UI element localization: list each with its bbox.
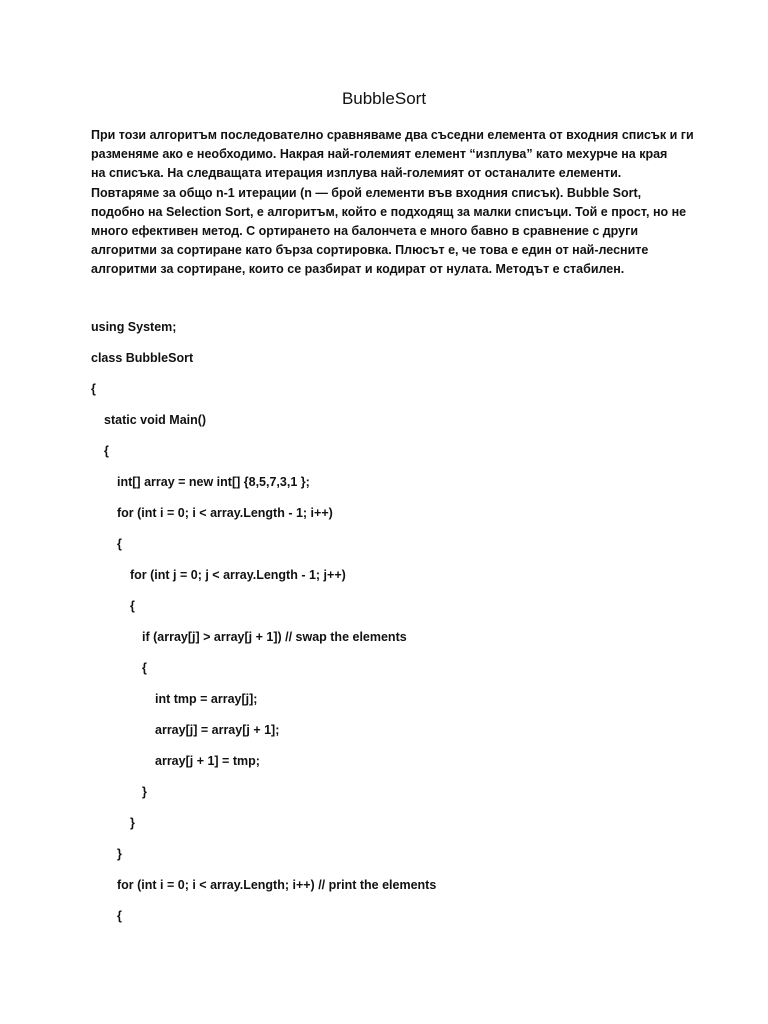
intro-line: подобно на Selection Sort, е алгоритъм, който е подходящ за малки списъци. Той е прост, но не xyxy=(91,204,687,219)
code-line: array[j + 1] = tmp; xyxy=(155,754,260,768)
code-line: { xyxy=(130,599,135,613)
intro-line: Повтаряме за общо n-1 итерации (n — брой елементи във входния списък). Bubble Sort, xyxy=(91,185,642,200)
code-line: array[j] = array[j + 1]; xyxy=(155,723,280,737)
code-line: } xyxy=(117,847,122,861)
intro-line: алгоритми за сортиране, които се разбират и кодират от нулата. Методът е стабилен. xyxy=(91,262,625,277)
code-line: if (array[j] > array[j + 1]) // swap the elements xyxy=(142,630,407,644)
intro-line: разменяме ако е необходимо. Накрая най-големият елемент “изплува” като мехурче на края xyxy=(91,147,668,162)
code-line: class BubbleSort xyxy=(91,351,194,365)
code-line: for (int j = 0; j < array.Length - 1; j++) xyxy=(130,568,346,582)
intro-line: При този алгоритъм последователно сравняваме два съседни елемента от входния списък и ги xyxy=(91,128,694,142)
code-line: { xyxy=(104,444,109,458)
code-line: { xyxy=(91,382,96,396)
code-line: } xyxy=(142,785,147,799)
code-line: } xyxy=(130,816,135,830)
intro-line: много ефективен метод. С ортирането на балончета е много бавно в сравнение с други xyxy=(91,223,638,238)
code-line: { xyxy=(142,661,147,675)
code-line: for (int i = 0; i < array.Length; i++) // print the elements xyxy=(117,878,437,892)
code-line: static void Main() xyxy=(104,413,207,427)
code-line: for (int i = 0; i < array.Length - 1; i++) xyxy=(117,506,333,520)
document-title: BubbleSort xyxy=(341,89,427,108)
code-line: int[] array = new int[] {8,5,7,3,1 }; xyxy=(117,475,310,489)
code-line: int tmp = array[j]; xyxy=(155,692,258,706)
intro-line: на списъка. На следващата итерация изплува най-големият от останалите елементи. xyxy=(91,166,622,181)
code-line: { xyxy=(117,909,122,923)
code-line: using System; xyxy=(91,320,177,334)
code-line: { xyxy=(117,537,122,551)
intro-line: алгоритми за сортиране като бърза сортировка. Плюсът е, че това е един от най-лесните xyxy=(91,243,649,258)
